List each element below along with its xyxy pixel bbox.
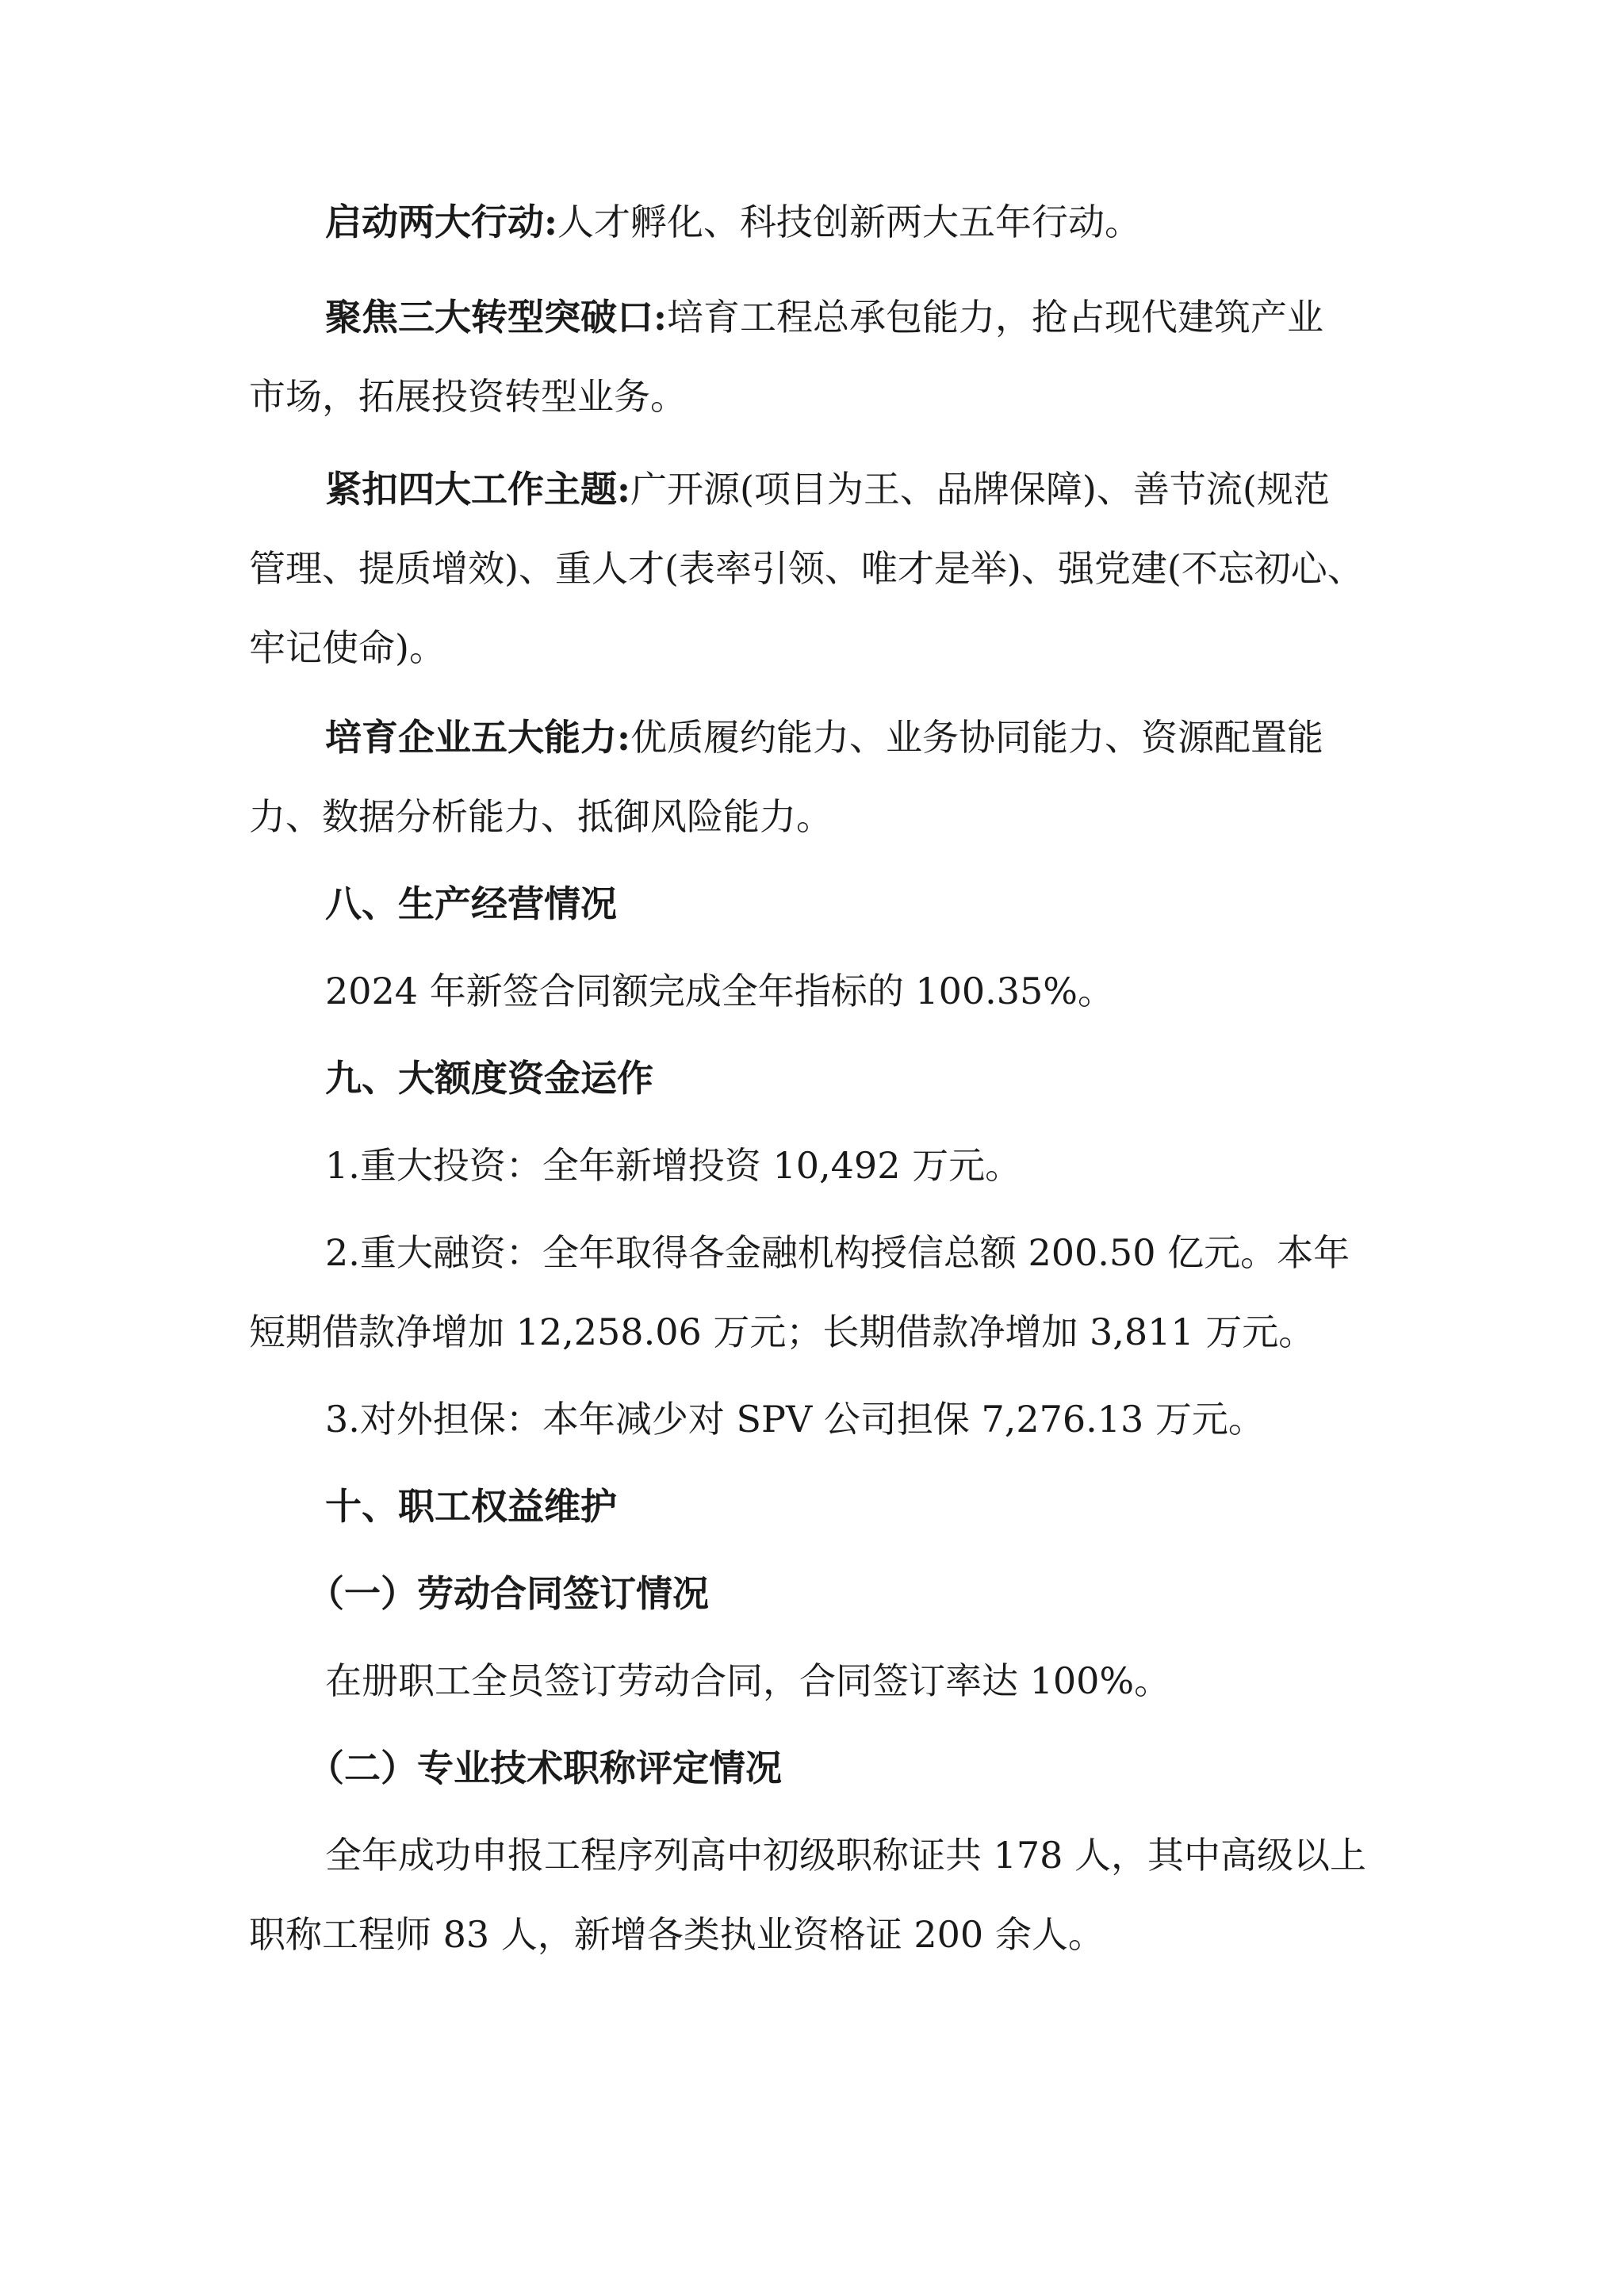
paragraph-line: 力、数据分析能力、抵御风险能力。 <box>249 795 833 838</box>
paragraph-line: 市场，拓展投资转型业务。 <box>249 375 687 418</box>
paragraph-text: 人才孵化、科技创新两大五年行动。 <box>557 201 1141 243</box>
paragraph-lead: 聚焦三大转型突破口: <box>325 296 667 339</box>
section-8-body <box>249 951 1391 1031</box>
paragraph-line <box>249 698 1391 777</box>
paragraph-five-capabilities <box>249 698 1391 856</box>
paragraph-line: 在册职工全员签订劳动合同，合同签订率达 100%。 <box>325 1659 1171 1702</box>
section-10 <box>249 1467 1391 1546</box>
paragraph-line: 2024 年新签合同额完成全年指标的 100.35%。 <box>325 970 1114 1012</box>
paragraph-line <box>249 450 1391 529</box>
paragraph-line: 全年成功申报工程序列高中初级职称证共 178 人，其中高级以上 <box>325 1834 1367 1877</box>
paragraph-line: 管理、提质增效)、重人才(表率引领、唯才是举)、强党建(不忘初心、 <box>249 547 1364 590</box>
paragraph-lead: 培育企业五大能力: <box>325 716 630 759</box>
section-8 <box>249 864 1391 943</box>
subsection-heading: （一）劳动合同签订情况 <box>308 1572 709 1615</box>
section-9-item-1 <box>249 1126 1391 1205</box>
subsection-heading: （二）专业技术职称评定情况 <box>308 1747 782 1789</box>
section-9 <box>249 1039 1391 1118</box>
paragraph-text: 优质履约能力、业务协同能力、资源配置能 <box>630 716 1323 759</box>
paragraph-line: 3.对外担保：本年减少对 SPV 公司担保 7,276.13 万元。 <box>325 1398 1265 1441</box>
paragraph-line: 短期借款净增加 12,258.06 万元；长期借款净增加 3,811 万元。 <box>249 1311 1316 1353</box>
paragraph-lead: 启动两大行动: <box>325 201 557 243</box>
section-heading: 十、职工权益维护 <box>325 1485 617 1528</box>
paragraph-text: 培育工程总承包能力，抢占现代建筑产业 <box>666 296 1323 339</box>
paragraph-lead: 紧扣四大工作主题: <box>325 468 630 511</box>
paragraph-line: 2.重大融资：全年取得各金融机构授信总额 200.50 亿元。本年 <box>325 1231 1350 1274</box>
paragraph-three-breakthroughs <box>249 277 1391 436</box>
section-10-sub-1-body <box>249 1641 1391 1720</box>
paragraph-two-actions <box>249 182 1391 262</box>
section-9-item-2 <box>249 1213 1391 1372</box>
paragraph-line: 1.重大投资：全年新增投资 10,492 万元。 <box>325 1144 1022 1187</box>
section-heading: 九、大额度资金运作 <box>325 1057 653 1100</box>
section-10-sub-2 <box>249 1728 1391 1808</box>
section-heading: 八、生产经营情况 <box>325 882 617 925</box>
paragraph-four-themes <box>249 450 1391 687</box>
paragraph-line <box>249 182 1391 262</box>
paragraph-text: 广开源(项目为王、品牌保障)、善节流(规范 <box>630 468 1330 511</box>
section-10-sub-1 <box>249 1554 1391 1633</box>
paragraph-line <box>249 277 1391 357</box>
paragraph-line: 职称工程师 83 人，新增各类执业资格证 200 余人。 <box>249 1913 1105 1956</box>
paragraph-line: 牢记使命)。 <box>249 626 446 669</box>
section-9-item-3 <box>249 1380 1391 1459</box>
section-10-sub-2-body <box>249 1816 1391 1974</box>
